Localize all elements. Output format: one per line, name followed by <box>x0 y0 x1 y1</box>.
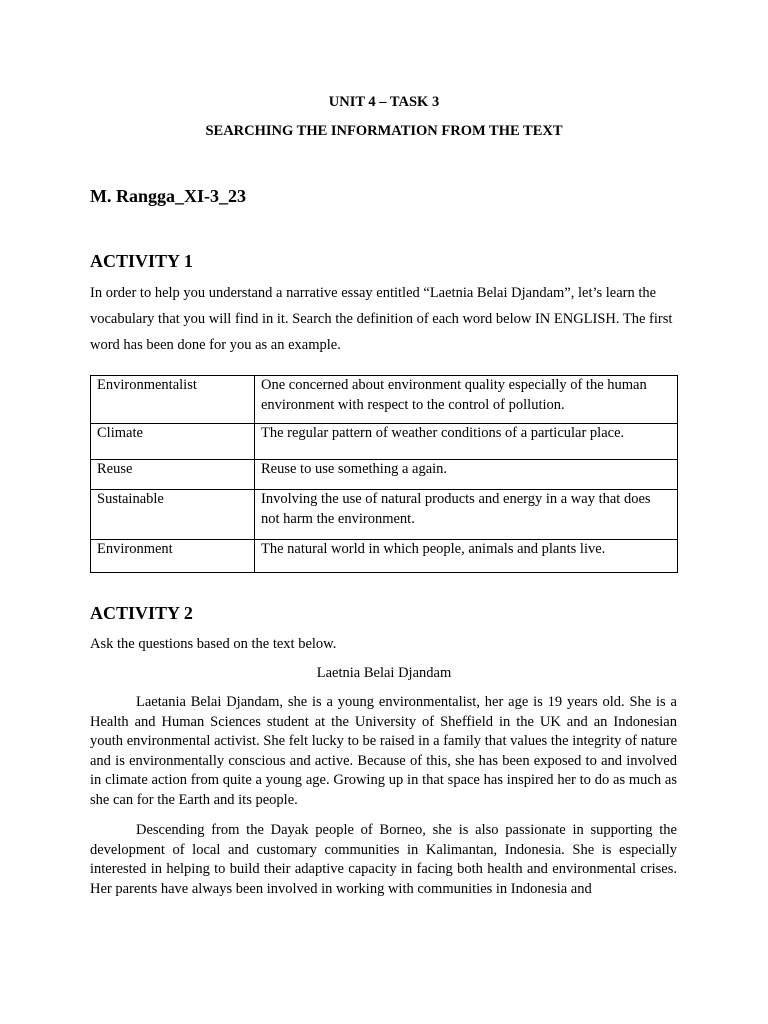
table-cell-word: Climate <box>91 424 255 460</box>
activity-1-heading: ACTIVITY 1 <box>90 251 193 271</box>
table-row <box>91 490 678 540</box>
table-row <box>91 460 678 490</box>
table-cell-word: Environment <box>91 540 255 573</box>
activity-2-heading: ACTIVITY 2 <box>90 603 193 623</box>
table-cell-word: Reuse <box>91 460 255 490</box>
story-paragraph: Descending from the Dayak people of Borneo, she is also passionate in supporting the development of local and customary communities in Kalimantan, Indonesia. She is especially interested in helping to build their adaptive capacity in facing both health and environmental crises. Her parents have always been involved in working with communities in Indonesia and <box>90 822 677 897</box>
author-name: M. Rangga_XI-3_23 <box>90 186 246 206</box>
task-subtitle: SEARCHING THE INFORMATION FROM THE TEXT <box>205 123 563 139</box>
story-title: Laetnia Belai Djandam <box>316 665 452 681</box>
table-cell-definition: Reuse to use something a again. <box>255 460 678 490</box>
vocabulary-table <box>90 375 678 573</box>
table-row <box>91 424 678 460</box>
unit-title: UNIT 4 – TASK 3 <box>328 94 440 110</box>
table-cell-word: Sustainable <box>91 490 255 540</box>
table-cell-definition: One concerned about environment quality especially of the human environment with respect to the control of pollution. <box>255 376 678 424</box>
activity-2-instruction: Ask the questions based on the text below. <box>90 636 337 652</box>
table-row <box>91 376 678 424</box>
activity-1-intro: In order to help you understand a narrative essay entitled “Laetnia Belai Djandam”, let’s learn the vocabulary that you will find in it. Search the definition of each word below IN ENGLISH. The first word has been done for you as an example. <box>90 285 673 353</box>
table-cell-definition: Involving the use of natural products and energy in a way that does not harm the environment. <box>255 490 678 540</box>
table-row <box>91 540 678 573</box>
table-cell-definition: The regular pattern of weather conditions of a particular place. <box>255 424 678 460</box>
story-paragraph: Laetania Belai Djandam, she is a young environmentalist, her age is 19 years old. She is a Health and Human Sciences student at the University of Sheffield in the UK and an Indonesian youth environmental activist. She felt lucky to be raised in a family that values the integrity of nature and is environmentally conscious and active. Because of this, she has been exposed to and involved in climate action from quite a young age. Growing up in that space has inspired her to do as much as she can for the Earth and its people. <box>90 694 677 808</box>
table-cell-definition: The natural world in which people, animals and plants live. <box>255 540 678 573</box>
table-cell-word: Environmentalist <box>91 376 255 424</box>
